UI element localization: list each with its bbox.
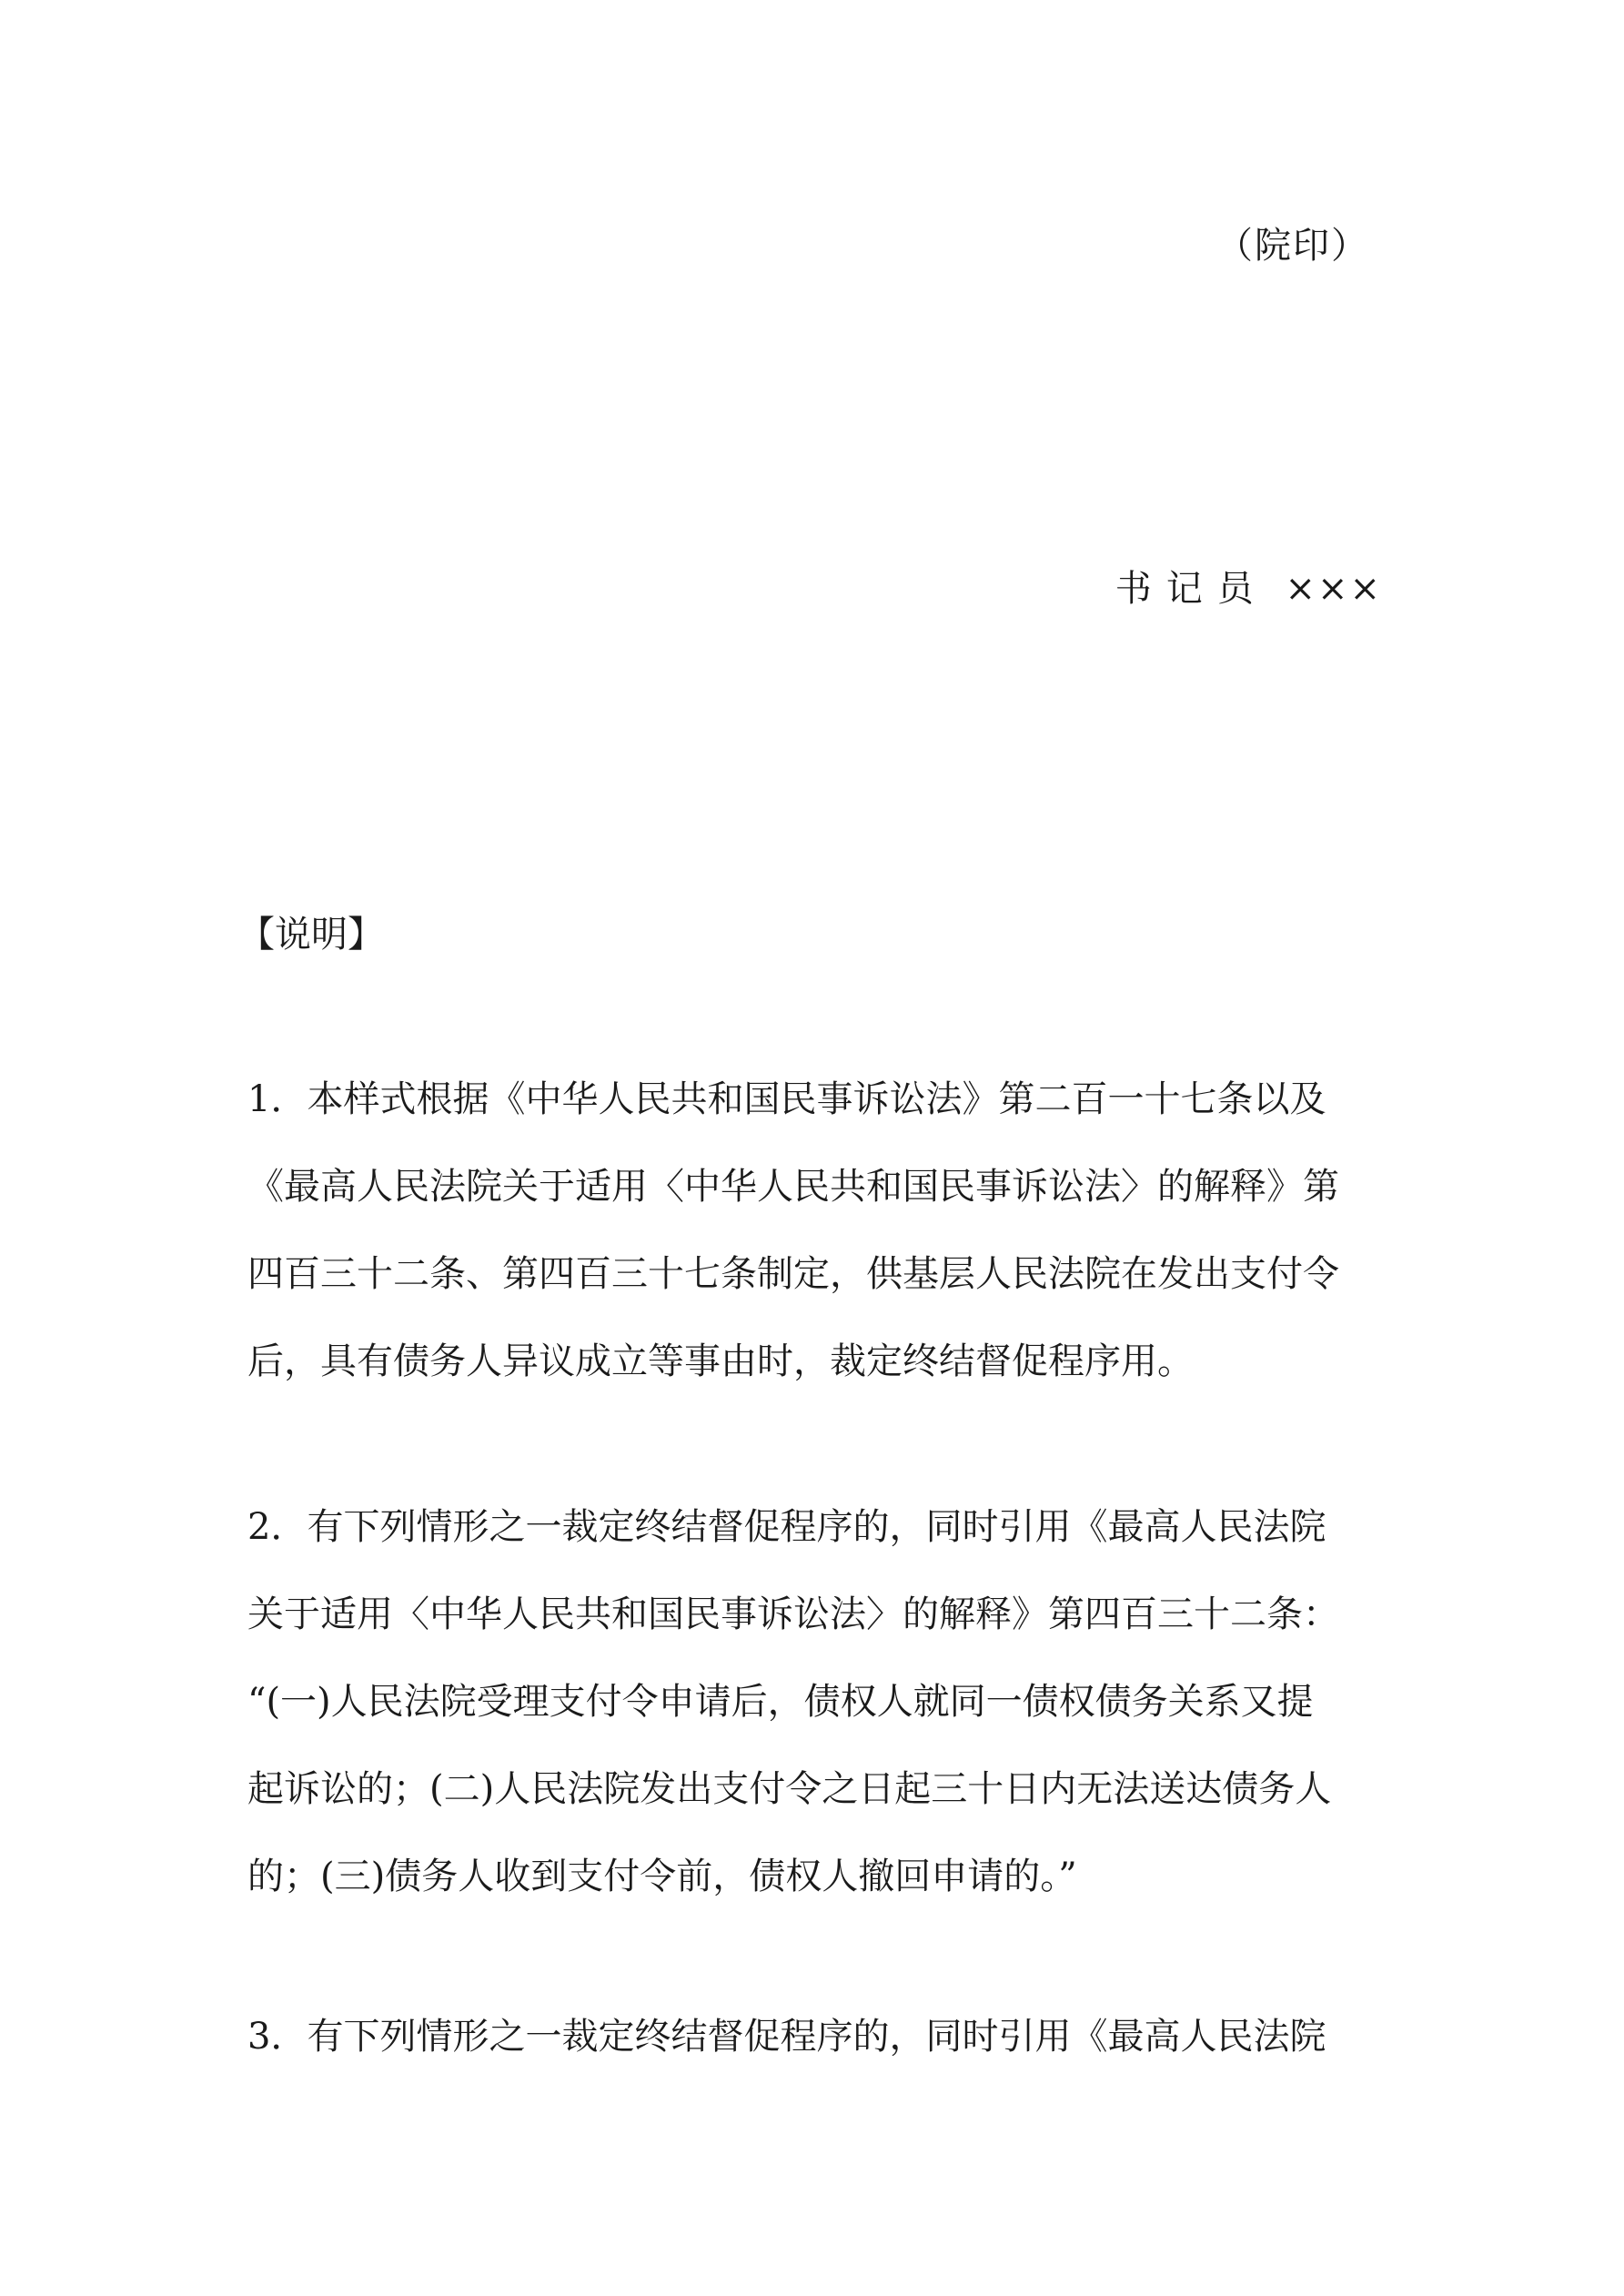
note-paragraph-3 bbox=[247, 1993, 1385, 2080]
paragraph-line: “(一)人民法院受理支付令申请后，债权人就同一债权债务关系又提 bbox=[247, 1681, 1314, 1723]
paragraph-line: 《最高人民法院关于适用〈中华人民共和国民事诉讼法〉的解释》第 bbox=[247, 1166, 1339, 1208]
clerk-signature bbox=[1115, 560, 1382, 612]
notes-heading: 【说明】 bbox=[238, 914, 384, 956]
paragraph-line: 起诉讼的；(二)人民法院发出支付令之日起三十日内无法送达债务人 bbox=[247, 1768, 1332, 1810]
paragraph-line: 关于适用〈中华人民共和国民事诉讼法〉的解释》第四百三十二条： bbox=[247, 1593, 1339, 1635]
paragraph-line: 后，具有债务人异议成立等事由时，裁定终结督促程序用。 bbox=[247, 1340, 1194, 1382]
court-seal-placeholder: （院印） bbox=[1216, 225, 1369, 267]
note-paragraph-1 bbox=[247, 1056, 1385, 1405]
paragraph-line: 的；(三)债务人收到支付令前，债权人撤回申请的。” bbox=[247, 1856, 1077, 1897]
paragraph-line: 四百三十二条、第四百三十七条制定，供基层人民法院在发出支付令 bbox=[247, 1253, 1339, 1295]
note-paragraph-2 bbox=[247, 1483, 1385, 1920]
paragraph-line: 1．本样式根据《中华人民共和国民事诉讼法》第二百一十七条以及 bbox=[247, 1078, 1326, 1120]
paragraph-line: 3．有下列情形之一裁定终结督促程序的，同时引用《最高人民法院 bbox=[247, 2016, 1326, 2058]
clerk-name: ××× bbox=[1285, 568, 1382, 610]
clerk-label: 书记员 bbox=[1115, 568, 1268, 610]
paragraph-line: 2．有下列情形之一裁定终结督促程序的，同时引用《最高人民法院 bbox=[247, 1506, 1326, 1548]
